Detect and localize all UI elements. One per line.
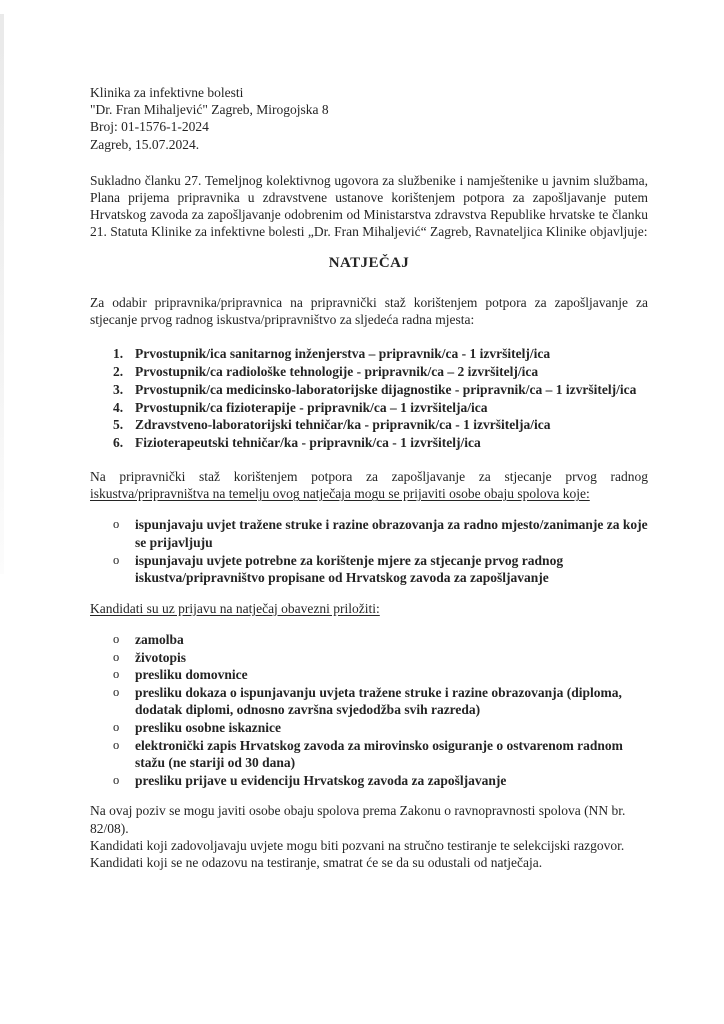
intro-paragraph: Sukladno članku 27. Temeljnog kolektivnog ugovora za službenike i namještenike u javnim službama, Plana prijema pripravnika u zdravstvene ustanove korištenjem potpora za zapošljavanje putem Hrvatskog zavoda za zapošljavanje odobrenim od Ministarstva zdravstva Republike hrvatske te članku 21. Statuta Klinike za infektivne bolesti „Dr. Fran Mihaljević“ Zagreb, Ravnateljica Klinike objavljuje: (90, 172, 648, 240)
list-item (113, 552, 648, 587)
eligibility-text-underlined: iskustva/pripravništva na temelju ovog natječaja mogu se prijaviti osobe obaju spolova koje: (90, 486, 590, 502)
position-item (113, 363, 648, 381)
position-text: Fizioterapeutski tehničar/ka - pripravnik/ca - 1 izvršitelj/ica (135, 435, 481, 451)
attachment-item-text: životopis (135, 649, 187, 665)
list-item (113, 719, 648, 737)
circle-bullet-icon: o (113, 737, 120, 752)
place-date: Zagreb, 15.07.2024. (90, 136, 200, 152)
eligibility-item-text: ispunjavaju uvjete potrebne za korištenje mjere za stjecanje prvog radnog iskustva/pripravništvo propisane od Hrvatskog zavoda za zapošljavanje (135, 552, 564, 586)
attachment-item-text: presliku osobne iskaznice (135, 719, 282, 735)
position-number: 4. (113, 399, 124, 415)
eligibility-paragraph (90, 468, 648, 502)
closing-paragraph-1: Na ovaj poziv se mogu javiti osobe obaju spolova prema Zakonu o ravnopravnosti spolova (NN br. 82/08). (90, 803, 626, 836)
attachment-item-text: presliku prijave u evidenciju Hrvatskog zavoda za zapošljavanje (135, 772, 507, 788)
closing-paragraph-3: Kandidati koji se ne odazovu na testiranje, smatrat će se da su odustali od natječaja. (90, 854, 543, 870)
position-item (113, 434, 648, 452)
circle-bullet-icon: o (113, 552, 120, 567)
position-item (113, 399, 648, 417)
position-number: 5. (113, 417, 124, 433)
attachment-item-text: presliku dokaza o ispunjavanju uvjeta tražene struke i razine obrazovanja (diploma, dodatak diplomi, odnosno završna svjedodžba svih razreda) (135, 684, 622, 718)
attachment-item-text: zamolba (135, 632, 184, 647)
list-item (113, 684, 648, 719)
circle-bullet-icon: o (113, 517, 120, 532)
position-text: Prvostupnik/ca medicinsko-laboratorijske dijagnostike - pripravnik/ca – 1 izvršitelj/ica (135, 381, 637, 397)
position-number: 3. (113, 381, 124, 397)
list-item (113, 737, 648, 772)
circle-bullet-icon: o (113, 649, 120, 664)
position-item (113, 345, 648, 363)
clinic-name: Klinika za infektivne bolesti (90, 85, 244, 100)
circle-bullet-icon: o (113, 684, 120, 699)
position-text: Prvostupnik/ica sanitarnog inženjerstva – pripravnik/ca - 1 izvršitelj/ica (135, 346, 551, 362)
circle-bullet-icon: o (113, 667, 120, 682)
eligibility-text-normal: Na pripravnički staž korištenjem potpora za zapošljavanje za stjecanje prvog radnog (90, 469, 648, 485)
clinic-address: "Dr. Fran Mihaljević" Zagreb, Mirogojska 8 (90, 102, 329, 118)
position-text: Prvostupnik/ca fizioterapije - pripravnik/ca – 1 izvršitelja/ica (135, 399, 488, 415)
document-number: Broj: 01-1576-1-2024 (90, 119, 209, 135)
closing-paragraph-2: Kandidati koji zadovoljavaju uvjete mogu biti pozvani na stručno testiranje te selekcijski razgovor. (90, 837, 625, 853)
list-item (113, 649, 648, 667)
circle-bullet-icon: o (113, 719, 120, 734)
document-content (90, 84, 648, 871)
position-text: Zdravstveno-laboratorijski tehničar/ka - pripravnik/ca - 1 izvršitelja/ica (135, 417, 551, 433)
circle-bullet-icon: o (113, 772, 120, 787)
document-title: NATJEČAJ (328, 254, 410, 271)
list-item (113, 516, 648, 551)
circle-bullet-icon: o (113, 632, 120, 646)
position-number: 6. (113, 435, 124, 451)
positions-list (113, 345, 648, 452)
position-item (113, 416, 648, 434)
attachments-list (113, 631, 648, 789)
position-number: 2. (113, 364, 124, 380)
attachments-lead-text: Kandidati su uz prijavu na natječaj obavezni priložiti: (90, 600, 380, 616)
closing-paragraphs (90, 802, 648, 871)
lead-paragraph: Za odabir pripravnika/pripravnica na pripravnički staž korištenjem potpora za zapošljavanje za stjecanje prvog radnog iskustva/pripravništvo za sljedeća radna mjesta: (90, 294, 648, 328)
attachment-item-text: presliku domovnice (135, 667, 248, 683)
position-item (113, 381, 648, 399)
list-item (113, 666, 648, 684)
position-number: 1. (113, 346, 124, 362)
letterhead (90, 84, 648, 153)
eligibility-item-text: ispunjavaju uvjet tražene struke i razine obrazovanja za radno mjesto/zanimanje za koje se prijavljuju (135, 517, 648, 551)
position-text: Prvostupnik/ca radiološke tehnologije - pripravnik/ca – 2 izvršitelj/ica (135, 364, 539, 380)
list-item (113, 631, 648, 649)
attachment-item-text: elektronički zapis Hrvatskog zavoda za mirovinsko osiguranje o ostvarenom radnom stažu (ne stariji od 30 dana) (135, 737, 623, 771)
scan-edge-artifact (0, 14, 4, 574)
attachments-lead (90, 600, 648, 617)
eligibility-list (113, 516, 648, 586)
list-item (113, 772, 648, 790)
